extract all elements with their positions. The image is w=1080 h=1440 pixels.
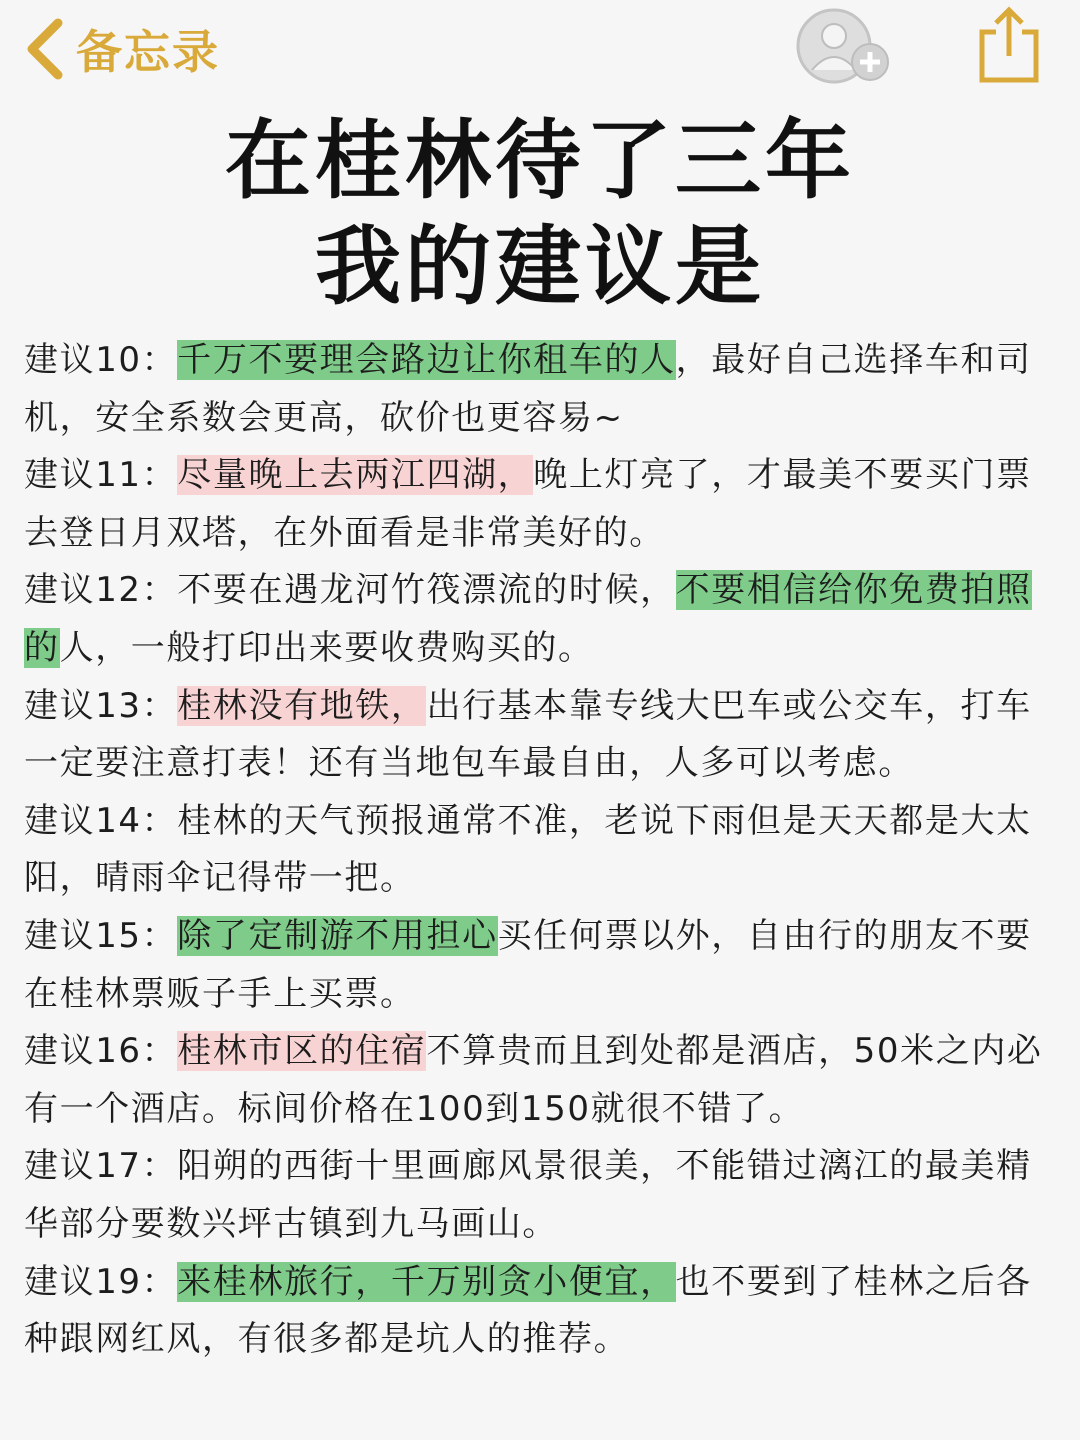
tip-text: 也不要到了桂林之后各种跟网红风，有很多都是坑人的推荐。	[24, 1261, 1032, 1360]
tip-14	[24, 793, 1058, 908]
navigation-bar	[0, 0, 1080, 100]
chevron-left-icon	[22, 17, 66, 81]
back-label: 备忘录	[76, 25, 220, 79]
tip-text: 不要在遇龙河竹筏漂流的时候，	[177, 570, 676, 611]
add-person-icon	[794, 73, 894, 92]
tip-highlight: 尽量晚上去两江四湖，	[177, 455, 534, 496]
tip-text: 人，一般打印出来要收费购买的。	[59, 627, 594, 668]
tip-text: 桂林的天气预报通常不准，老说下雨但是天天都是大太阳，晴雨伞记得带一把。	[24, 800, 1032, 899]
back-button[interactable]	[22, 14, 220, 84]
tip-13	[24, 678, 1058, 793]
tip-label: 建议16：	[24, 1031, 178, 1072]
tip-highlight: 除了定制游不用担心	[177, 915, 498, 956]
tip-text: ，最好自己选择车和司机，安全系数会更高，砍价也更容易~	[24, 340, 1032, 438]
tip-15	[24, 908, 1058, 1023]
tip-highlight: 桂林市区的住宿	[177, 1031, 427, 1072]
share-icon	[974, 71, 1044, 90]
tip-label: 建议10：	[24, 340, 178, 380]
tip-label: 建议19：	[24, 1261, 178, 1302]
tip-text: 晚上灯亮了，才最美不要买门票去登日月双塔，在外面看是非常美好的。	[24, 455, 1032, 553]
tip-17	[24, 1138, 1058, 1253]
tip-label: 建议15：	[24, 915, 178, 956]
tip-text: 买任何票以外，自由行的朋友不要在桂林票贩子手上买票。	[24, 915, 1032, 1014]
tip-highlight: 来桂林旅行，千万别贪小便宜，	[177, 1261, 676, 1302]
add-person-button[interactable]	[794, 4, 894, 88]
tip-11	[24, 447, 1058, 562]
tip-label: 建议17：	[24, 1146, 178, 1187]
title-line-1: 在桂林待了三年	[225, 111, 855, 211]
tip-highlight: 千万不要理会路边让你租车的人	[177, 340, 676, 380]
title-line-2: 我的建议是	[315, 217, 765, 317]
tip-text: 不算贵而且到处都是酒店，50米之内必有一个酒店。标间价格在100到150就很不错了。	[24, 1031, 1043, 1129]
tip-label: 建议11：	[24, 455, 178, 496]
tip-19	[24, 1254, 1058, 1369]
tip-10	[24, 332, 1058, 447]
share-button[interactable]	[974, 4, 1044, 86]
tip-text: 阳朔的西街十里画廊风景很美，不能错过漓江的最美精华部分要数兴坪古镇到九马画山。	[24, 1146, 1032, 1244]
tip-highlight: 桂林没有地铁，	[177, 685, 427, 726]
tip-16	[24, 1023, 1058, 1138]
note-body	[24, 332, 1058, 1369]
tip-12	[24, 562, 1058, 677]
tip-text: 出行基本靠专线大巴车或公交车，打车一定要注意打表！还有当地包车最自由，人多可以考虑。	[24, 685, 1032, 784]
tip-label: 建议13：	[24, 685, 178, 726]
tip-label: 建议14：	[24, 800, 178, 841]
tip-highlight: 不要相信给你免费拍照的	[24, 570, 1032, 668]
tip-label: 建议12：	[24, 570, 178, 611]
note-title	[0, 108, 1080, 320]
